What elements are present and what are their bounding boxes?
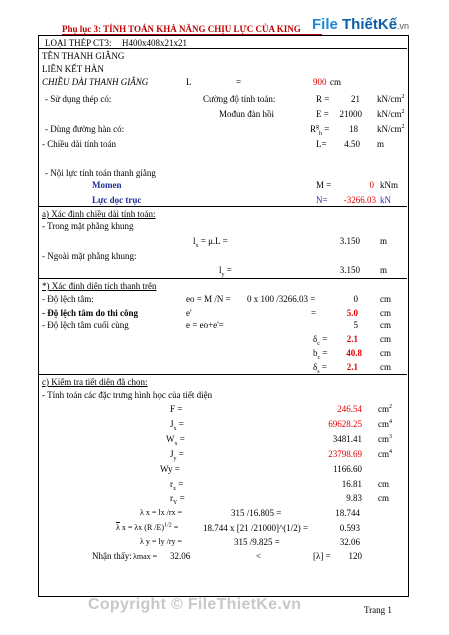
- logo-ke: Kế: [377, 16, 398, 33]
- Rh-value: 18: [349, 124, 358, 134]
- calc-length-label: - Chiều dài tính toán: [42, 139, 116, 149]
- R-value: 21: [351, 94, 360, 104]
- row-separator: [38, 206, 407, 207]
- ly-formula: $l_y$ =: [219, 265, 232, 278]
- in-plane-label: - Trong mặt phẳng khung: [42, 221, 134, 231]
- lambda-max-label: λmax =: [133, 552, 158, 561]
- ry-label: $r_Y$ =: [170, 493, 185, 506]
- bc-unit: cm: [380, 348, 391, 358]
- F-label: F =: [170, 404, 183, 414]
- steel-used-label: - Sử dụng thép có:: [45, 94, 112, 104]
- dc-value: 2.1: [346, 334, 358, 344]
- Lcalc-unit: m: [377, 139, 385, 149]
- length-value: 900: [313, 77, 327, 87]
- section-a-title: a) Xác định chiều dài tính toán:: [42, 209, 156, 219]
- Rh-label: $R^g_h$ =: [310, 124, 330, 137]
- final-ecc-label: - Độ lệch tâm cuối cùng: [42, 320, 129, 330]
- copyright-watermark: Copyright © FileThietKe.vn: [88, 596, 302, 613]
- N-value: -3266.03: [343, 195, 376, 205]
- e-formula: e = eo+e'=: [186, 320, 224, 330]
- Lcalc-value: 4.50: [344, 139, 360, 149]
- Wy-label: Wy =: [160, 464, 180, 474]
- e-prime-unit: cm: [380, 308, 391, 318]
- moment-label: Momen: [92, 180, 122, 190]
- logo-file: File: [312, 16, 338, 33]
- lambda-bar-calc: 18.744 x [21 /21000]^(1/2) =: [203, 523, 309, 533]
- Jy-label: $J_y$ =: [170, 449, 184, 462]
- N-unit: kN: [380, 195, 391, 205]
- eo-formula: eo = M /N =: [186, 294, 231, 304]
- lx-formula: $l_x = \mu.L$ =: [193, 236, 228, 249]
- e-prime-value: 5.0: [346, 308, 358, 318]
- ecc-label: - Độ lệch tâm:: [42, 294, 94, 304]
- member-name: TÊN THANH GIẰNG: [42, 51, 125, 61]
- e-prime: e': [186, 308, 192, 318]
- rx-value: 16.81: [341, 479, 362, 489]
- ly-value: 3.150: [339, 265, 360, 275]
- Jx-value: 69628.25: [328, 419, 362, 429]
- dc-unit: cm: [380, 334, 391, 344]
- construct-label: - Độ lệch tâm do thi công: [42, 308, 138, 318]
- lambda-x-value: 18.744: [335, 508, 360, 518]
- rx-label: $r_x$ =: [170, 479, 184, 492]
- e-value: 5: [353, 320, 358, 330]
- axial-label: Lực dọc trục: [92, 195, 142, 205]
- appendix-title: Phụ lục 3: TÍNH TOÁN KHẢ NĂNG CHỊU LỰC CỦA KING: [62, 24, 301, 34]
- rx-unit: cm: [378, 479, 389, 489]
- section-b-title: *) Xác định diện tích thanh trên: [42, 281, 157, 291]
- lambda-bar-value: 0.593: [339, 523, 360, 533]
- Rh-unit: $kN/cm^2$: [377, 124, 405, 134]
- F-value: 246.54: [337, 404, 362, 414]
- length-unit: cm: [330, 77, 341, 87]
- R-unit: $kN/cm^2$: [377, 94, 405, 104]
- N-label: N=: [316, 195, 328, 205]
- Wy-value: 1166.60: [333, 464, 362, 474]
- ly-unit: m: [380, 265, 388, 275]
- eo-calc: 0 x 100 /3266.03 =: [247, 294, 316, 304]
- length-label: CHIỀU DÀI THANH GIẰNG: [42, 77, 149, 87]
- lambda-limit-label: [λ] =: [313, 551, 331, 561]
- Jy-unit: $cm^4$: [378, 449, 392, 459]
- lambda-bar-formula: $\overline{\lambda}$ x = λx (R /E)$^{1/2}$ =: [116, 522, 179, 532]
- bc-label: $b_c$ =: [313, 348, 328, 361]
- lx-unit: m: [380, 236, 388, 246]
- row-separator: [38, 374, 407, 375]
- ry-unit: cm: [378, 493, 389, 503]
- lambda-max-value: 32.06: [170, 551, 191, 561]
- steel-type-label: LOẠI THÉP CT3:: [45, 38, 112, 48]
- M-unit: kNm: [380, 180, 398, 190]
- e-prime-eq: =: [311, 308, 317, 318]
- length-eq: =: [236, 77, 242, 87]
- lambda-limit-value: 120: [348, 551, 362, 561]
- lambda-x-formula: λ x = lx /rx =: [140, 508, 183, 517]
- ds-label: $\delta_s$ =: [313, 362, 327, 375]
- Wx-label: $W_x$ =: [166, 434, 185, 447]
- page-number: Trang 1: [364, 605, 392, 615]
- ry-value: 9.83: [346, 493, 362, 503]
- lambda-y-value: 32.06: [339, 537, 360, 547]
- out-plane-label: - Ngoài mặt phẳng khung:: [42, 251, 137, 261]
- R-label: R =: [316, 94, 330, 104]
- remark-label: Nhận thấy:: [92, 551, 132, 561]
- logo-thiet: Thiết: [342, 16, 378, 33]
- eo-unit: cm: [380, 294, 391, 304]
- ds-unit: cm: [380, 362, 391, 372]
- weld-label: - Dùng đường hàn có:: [45, 124, 125, 134]
- steel-section: H400x408x21x21: [122, 38, 187, 48]
- dc-label: $\delta_c$ =: [313, 334, 328, 347]
- strength-label: Cường độ tính toán:: [203, 94, 276, 104]
- lambda-x-calc: 315 /16.805 =: [231, 508, 282, 518]
- forces-title: - Nội lực tính toán thanh giằng: [45, 168, 156, 178]
- Lcalc-label: L=: [316, 139, 327, 149]
- lambda-y-formula: λ y = ly /ry =: [140, 537, 183, 546]
- M-label: M =: [316, 180, 332, 190]
- Wx-value: 3481.41: [332, 434, 362, 444]
- logo-vn: .vn: [397, 21, 410, 31]
- section-c-title: c) Kiểm tra tiết diện đã chọn:: [42, 377, 148, 387]
- M-value: 0: [369, 180, 374, 190]
- ds-value: 2.1: [346, 362, 358, 372]
- e-unit: cm: [380, 320, 391, 330]
- length-symbol: L: [186, 77, 192, 87]
- F-unit: $cm^2$: [378, 404, 392, 414]
- lambda-y-calc: 315 /9.825 =: [234, 537, 280, 547]
- bc-value: 40.8: [346, 348, 362, 358]
- props-label: - Tính toán các đặc trưng hình học của tiết diện: [42, 390, 213, 400]
- site-logo: [312, 16, 409, 33]
- lx-value: 3.150: [339, 236, 360, 246]
- E-label: E =: [316, 109, 329, 119]
- Jx-label: $J_x$ =: [170, 419, 184, 432]
- Wx-unit: $cm^3$: [378, 434, 392, 444]
- row-separator: [38, 278, 407, 279]
- E-unit: $kN/cm^2$: [377, 109, 405, 119]
- modulus-label: Mođun đàn hồi: [219, 109, 274, 119]
- connection-type: LIÊN KẾT HÀN: [42, 64, 104, 74]
- eo-value: 0: [353, 294, 358, 304]
- compare-sign: <: [256, 551, 262, 561]
- Jy-value: 23798.69: [328, 449, 362, 459]
- Jx-unit: $cm^4$: [378, 419, 392, 429]
- E-value: 21000: [339, 109, 362, 119]
